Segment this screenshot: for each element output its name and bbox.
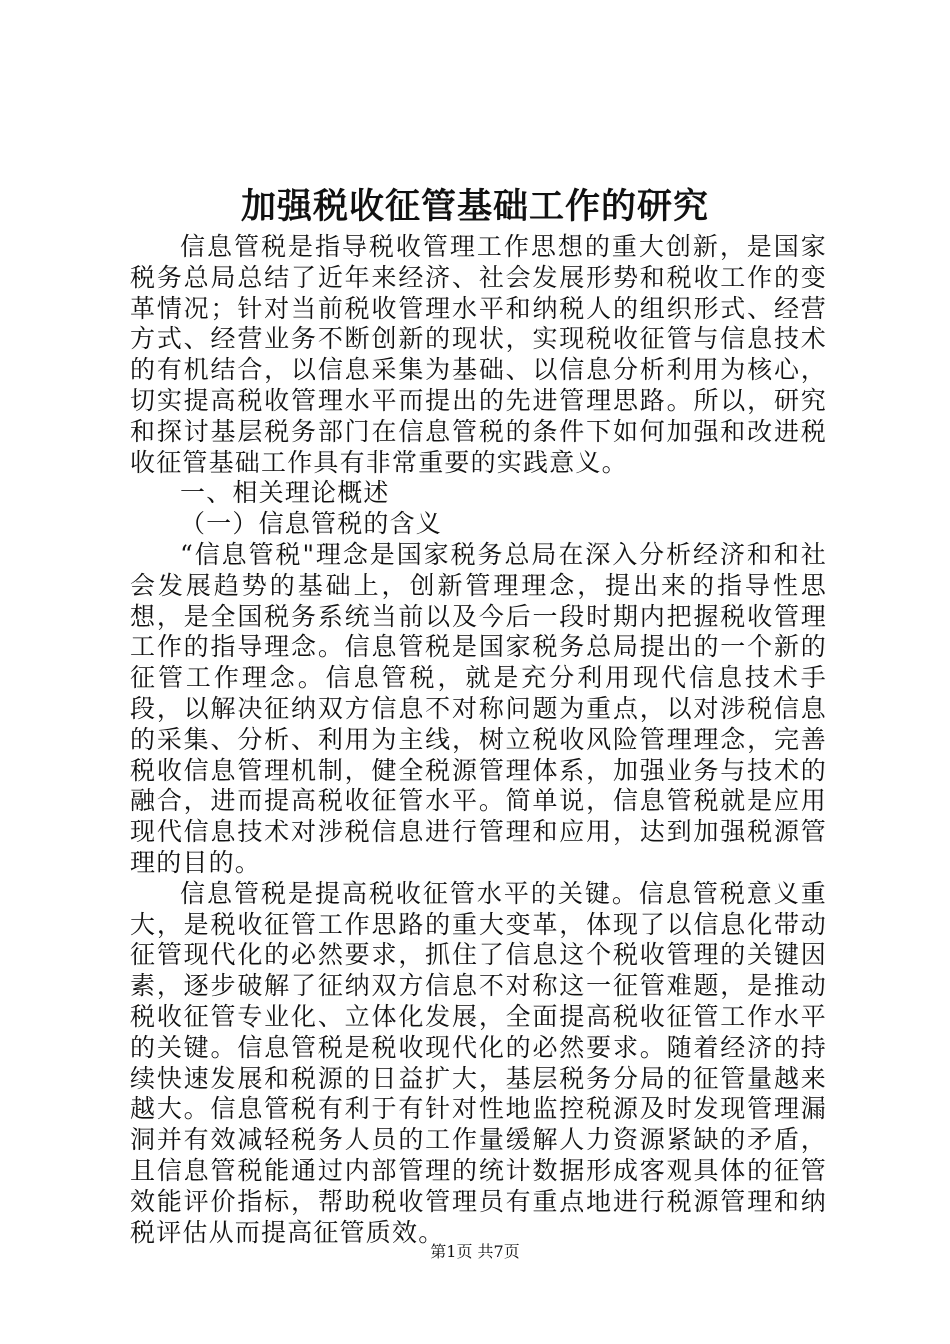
- section-heading: 一、相关理论概述: [180, 478, 390, 508]
- page-indicator: 第1页 共7页: [430, 1242, 520, 1261]
- paragraph-intro: 信息管税是指导税收管理工作思想的重大创新，是国家税务总局总结了近年来经济、社会发展形势和税收工作的变革情况；针对当前税收管理水平和纳税人的组织形式、经营方式、经营业务不断创新的现状，实现税收征管与信息技术的有机结合，以信息采集为基础、以信息分析利用为核心，切实提高税收管理水平而提出的先进管理思路。所以，研究和探讨基层税务部门在信息管税的条件下如何加强和改进税收征管基础工作具有非常重要的实践意义。: [130, 232, 827, 477]
- document-title: 加强税收征管基础工作的研究: [240, 186, 709, 227]
- paragraph-definition: “信息管税"理念是国家税务总局在深入分析经济和和社会发展趋势的基础上，创新管理理念，提出来的指导性思想，是全国税务系统当前以及今后一段时期内把握税收管理工作的指导理念。信息管税是国家税务总局提出的一个新的征管工作理念。信息管税，就是充分利用现代信息技术手段，以解决征纳双方信息不对称问题为重点，以对涉税信息的采集、分析、利用为主线，树立税收风险管理理念，完善税收信息管理机制，健全税源管理体系，加强业务与技术的融合，进而提高税收征管水平。简单说，信息管税就是应用现代信息技术对涉税信息进行管理和应用，达到加强税源管理的目的。: [130, 539, 827, 877]
- paragraph-significance: 信息管税是提高税收征管水平的关键。信息管税意义重大，是税收征管工作思路的重大变革，体现了以信息化带动征管现代化的必然要求，抓住了信息这个税收管理的关键因素，逐步破解了征纳双方信息不对称这一征管难题，是推动税收征管专业化、立体化发展，全面提高税收征管工作水平的关键。信息管税是税收现代化的必然要求。随着经济的持续快速发展和税源的日益扩大，基层税务分局的征管量越来越大。信息管税有利于有针对性地监控税源及时发现管理漏洞并有效减轻税务人员的工作量缓解人力资源紧缺的矛盾，且信息管税能通过内部管理的统计数据形成客观具体的征管效能评价指标，帮助税收管理员有重点地进行税源管理和纳税评估从而提高征管质效。: [130, 878, 827, 1247]
- document-body: [130, 232, 827, 1248]
- subsection-heading: （一）信息管税的含义: [180, 509, 443, 539]
